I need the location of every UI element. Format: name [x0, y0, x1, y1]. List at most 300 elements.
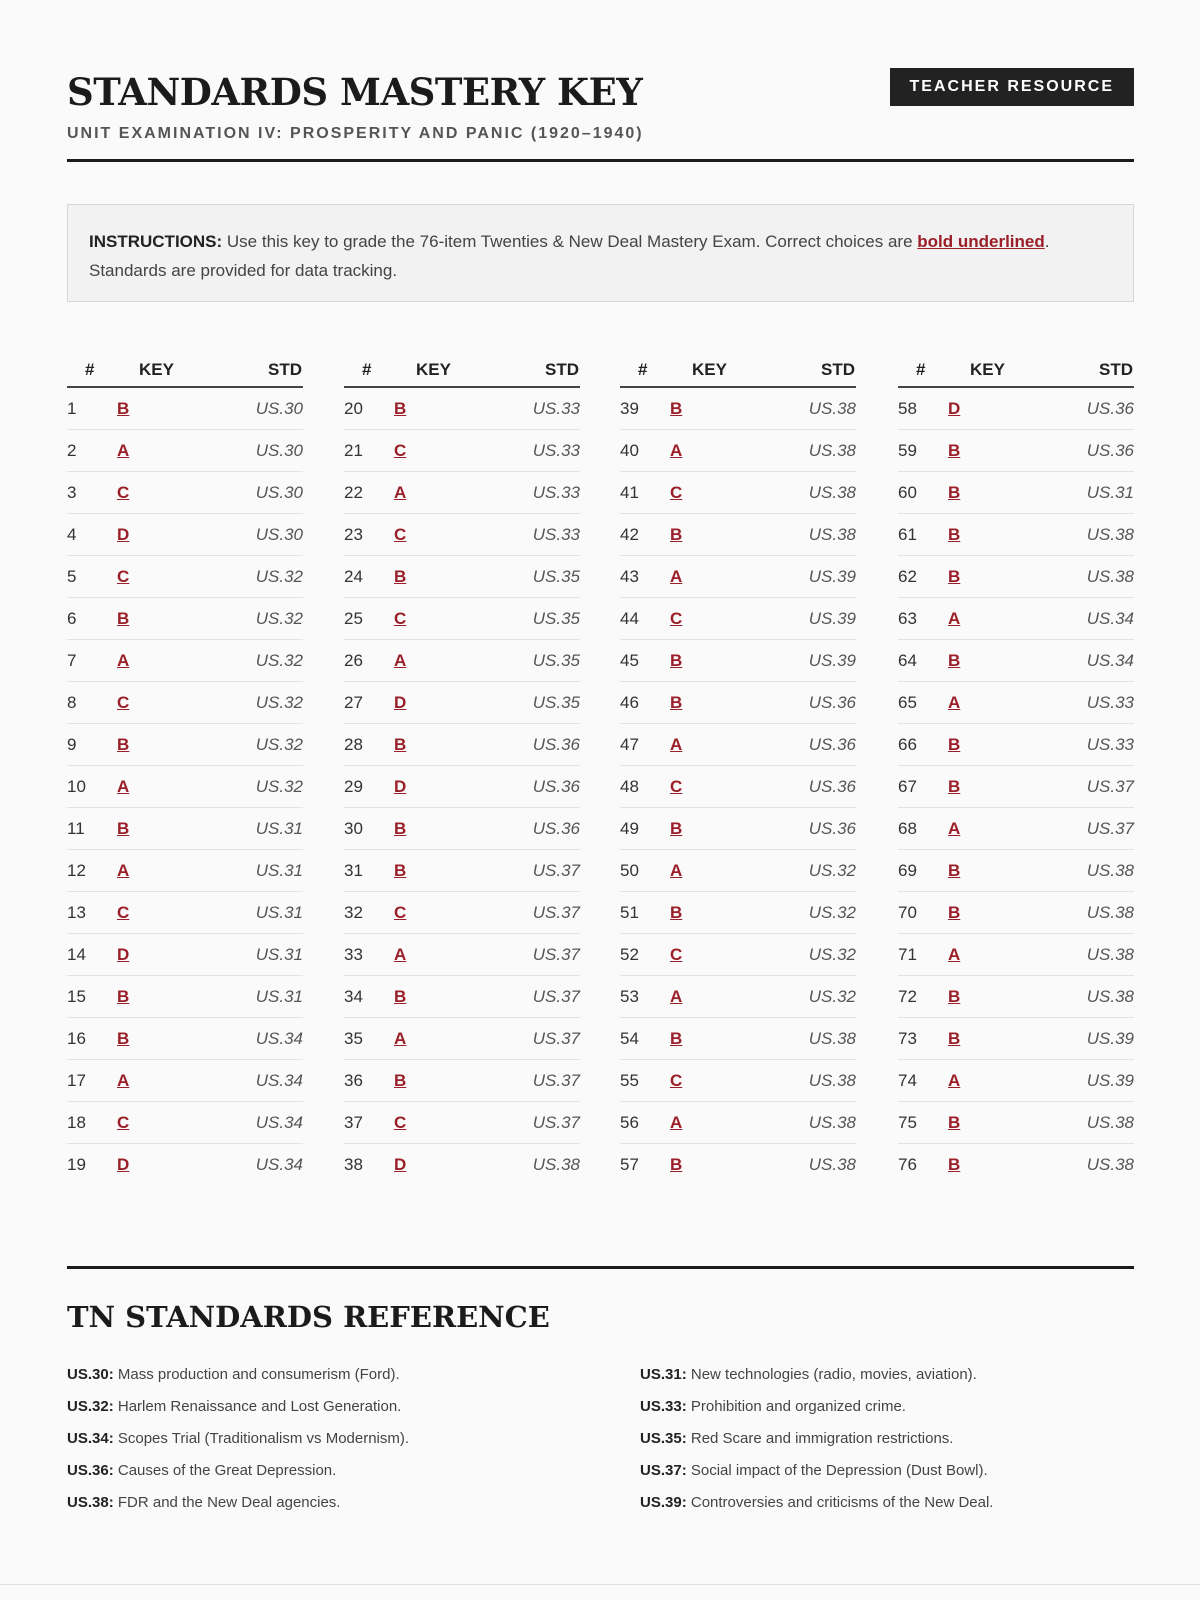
- standard-code: US.38: [1086, 945, 1134, 964]
- question-number: 23: [344, 525, 363, 544]
- key-row: [344, 514, 580, 556]
- key-row: [620, 598, 856, 640]
- answer-letter: C: [394, 609, 407, 628]
- answer-key-page: [67, 0, 1134, 1511]
- answer-letter: A: [394, 483, 407, 502]
- standard-reference-item: [67, 1494, 587, 1526]
- standard-code: US.38: [1086, 1113, 1134, 1132]
- question-number: 56: [620, 1113, 639, 1132]
- key-row: [898, 640, 1134, 682]
- answer-letter: C: [117, 483, 130, 502]
- standard-description: Social impact of the Depression (Dust Bowl).: [686, 1462, 988, 1479]
- standard-code: US.38: [532, 1155, 580, 1174]
- key-row: [67, 1102, 303, 1144]
- standard-code: US.38: [1086, 903, 1134, 922]
- standard-code: US.31: [255, 903, 303, 922]
- page-subtitle: UNIT EXAMINATION IV: PROSPERITY AND PANIC (1920–1940): [67, 125, 644, 142]
- question-number: 27: [344, 693, 363, 712]
- question-number: 46: [620, 693, 639, 712]
- key-row: [898, 472, 1134, 514]
- answer-letter: C: [670, 777, 683, 796]
- key-row: [344, 1018, 580, 1060]
- key-row: [620, 850, 856, 892]
- key-row: [344, 388, 580, 430]
- question-number: 53: [620, 987, 639, 1006]
- key-row: [344, 766, 580, 808]
- standard-reference-item: [67, 1366, 587, 1398]
- key-row: [620, 682, 856, 724]
- question-number: 45: [620, 651, 639, 670]
- answer-letter: B: [948, 1113, 961, 1132]
- key-column: [620, 354, 856, 1186]
- reference-divider: [67, 1266, 1134, 1269]
- question-number: 75: [898, 1113, 917, 1132]
- standard-description: Mass production and consumerism (Ford).: [113, 1366, 400, 1383]
- answer-letter: B: [117, 1029, 130, 1048]
- question-number: 36: [344, 1071, 363, 1090]
- standard-code: US.36: [808, 693, 856, 712]
- standard-reference-item: [640, 1398, 1160, 1430]
- question-number: 14: [67, 945, 86, 964]
- key-row: [898, 892, 1134, 934]
- answer-letter: B: [948, 483, 961, 502]
- standard-description: Red Scare and immigration restrictions.: [686, 1430, 954, 1447]
- standard-code: US.37: [1086, 777, 1134, 796]
- question-number: 67: [898, 777, 917, 796]
- question-number: 8: [67, 693, 77, 712]
- answer-letter: B: [948, 441, 961, 460]
- answer-letter: A: [394, 945, 407, 964]
- standard-reference-item: [640, 1366, 1160, 1398]
- answer-letter: B: [948, 1155, 961, 1174]
- key-row: [67, 682, 303, 724]
- key-row: [620, 766, 856, 808]
- standard-reference-item: [640, 1430, 1160, 1462]
- standard-code: US.39: [808, 609, 856, 628]
- question-number: 13: [67, 903, 86, 922]
- answer-letter: D: [394, 777, 407, 796]
- standard-code: US.39: [808, 651, 856, 670]
- key-column-header: [344, 354, 580, 388]
- answer-letter: B: [670, 399, 683, 418]
- answer-letter: A: [394, 651, 407, 670]
- standard-code: US.33:: [640, 1398, 687, 1415]
- answer-letter: A: [117, 441, 130, 460]
- standard-code: US.35:: [640, 1430, 687, 1447]
- answer-letter: C: [670, 609, 683, 628]
- key-row: [67, 808, 303, 850]
- standard-reference-item: [640, 1462, 1160, 1494]
- key-row: [67, 934, 303, 976]
- header: [67, 0, 1134, 166]
- key-row: [67, 514, 303, 556]
- question-number: 26: [344, 651, 363, 670]
- answer-letter: B: [394, 399, 407, 418]
- key-row: [67, 430, 303, 472]
- key-row: [898, 388, 1134, 430]
- question-number: 76: [898, 1155, 917, 1174]
- question-number: 71: [898, 945, 917, 964]
- key-row: [344, 1144, 580, 1186]
- answer-letter: A: [670, 861, 683, 880]
- question-number: 34: [344, 987, 363, 1006]
- answer-letter: B: [670, 1029, 683, 1048]
- standard-description: New technologies (radio, movies, aviation).: [686, 1366, 977, 1383]
- answer-letter: A: [117, 651, 130, 670]
- answer-key-table: [67, 354, 1134, 1184]
- answer-letter: B: [117, 609, 130, 628]
- standard-description: Harlem Renaissance and Lost Generation.: [113, 1398, 402, 1415]
- key-row: [344, 472, 580, 514]
- key-row: [898, 724, 1134, 766]
- question-number: 17: [67, 1071, 86, 1090]
- answer-letter: B: [670, 1155, 683, 1174]
- standard-description: Controversies and criticisms of the New Deal.: [686, 1494, 994, 1511]
- question-number: 24: [344, 567, 363, 586]
- key-row: [620, 1060, 856, 1102]
- standard-code: US.36: [808, 735, 856, 754]
- answer-letter: B: [117, 399, 130, 418]
- answer-letter: A: [670, 441, 683, 460]
- standard-description: Causes of the Great Depression.: [113, 1462, 337, 1479]
- standard-reference-item: [67, 1398, 587, 1430]
- key-row: [620, 934, 856, 976]
- standard-code: US.33: [1086, 735, 1134, 754]
- column-header-key: KEY: [416, 360, 451, 379]
- standard-code: US.37: [532, 945, 580, 964]
- key-row: [344, 640, 580, 682]
- question-number: 9: [67, 735, 77, 754]
- standard-code: US.31: [255, 987, 303, 1006]
- page-title: STANDARDS MASTERY KEY: [67, 70, 643, 114]
- standard-code: US.35: [532, 609, 580, 628]
- key-row: [67, 388, 303, 430]
- standard-reference-item: [640, 1494, 1160, 1526]
- question-number: 4: [67, 525, 77, 544]
- answer-letter: B: [948, 861, 961, 880]
- answer-letter: A: [948, 693, 961, 712]
- key-row: [620, 388, 856, 430]
- question-number: 62: [898, 567, 917, 586]
- question-number: 6: [67, 609, 77, 628]
- question-number: 73: [898, 1029, 917, 1048]
- key-row: [344, 850, 580, 892]
- question-number: 49: [620, 819, 639, 838]
- question-number: 61: [898, 525, 917, 544]
- key-row: [620, 556, 856, 598]
- question-number: 11: [67, 819, 85, 838]
- key-column: [898, 354, 1134, 1186]
- question-number: 47: [620, 735, 639, 754]
- answer-letter: B: [670, 693, 683, 712]
- standard-code: US.33: [532, 525, 580, 544]
- answer-letter: C: [394, 903, 407, 922]
- answer-letter: B: [394, 735, 407, 754]
- standard-code: US.34: [255, 1113, 303, 1132]
- answer-letter: B: [948, 735, 961, 754]
- standard-code: US.30: [255, 399, 303, 418]
- key-row: [67, 1144, 303, 1186]
- key-row: [898, 514, 1134, 556]
- key-row: [344, 598, 580, 640]
- key-row: [620, 640, 856, 682]
- standard-code: US.37: [1086, 819, 1134, 838]
- standard-code: US.32:: [67, 1398, 114, 1415]
- column-header-standard: STD: [1099, 360, 1133, 379]
- question-number: 1: [67, 399, 77, 418]
- answer-letter: C: [117, 567, 130, 586]
- question-number: 15: [67, 987, 86, 1006]
- question-number: 68: [898, 819, 917, 838]
- key-row: [898, 1018, 1134, 1060]
- question-number: 59: [898, 441, 917, 460]
- answer-letter: B: [394, 567, 407, 586]
- question-number: 35: [344, 1029, 363, 1048]
- standard-code: US.36: [808, 777, 856, 796]
- standard-code: US.38: [808, 1071, 856, 1090]
- key-row: [67, 976, 303, 1018]
- answer-letter: B: [948, 1029, 961, 1048]
- teacher-resource-badge: TEACHER RESOURCE: [890, 68, 1134, 106]
- key-row: [67, 556, 303, 598]
- key-format-example: bold underlined: [917, 232, 1045, 251]
- standard-code: US.36: [532, 819, 580, 838]
- header-divider: [67, 159, 1134, 162]
- question-number: 54: [620, 1029, 639, 1048]
- instructions-text: Use this key to grade the 76-item Twenties & New Deal Mastery Exam. Correct choices are: [222, 232, 918, 251]
- answer-letter: B: [670, 651, 683, 670]
- question-number: 52: [620, 945, 639, 964]
- reference-column-right: [640, 1366, 1160, 1526]
- standard-code: US.33: [532, 441, 580, 460]
- standard-code: US.32: [255, 609, 303, 628]
- standard-code: US.34: [1086, 651, 1134, 670]
- question-number: 70: [898, 903, 917, 922]
- question-number: 74: [898, 1071, 917, 1090]
- key-row: [898, 1060, 1134, 1102]
- question-number: 66: [898, 735, 917, 754]
- answer-letter: B: [670, 819, 683, 838]
- standard-code: US.34: [1086, 609, 1134, 628]
- answer-letter: A: [948, 945, 961, 964]
- question-number: 2: [67, 441, 77, 460]
- question-number: 40: [620, 441, 639, 460]
- standard-code: US.35: [532, 651, 580, 670]
- answer-letter: D: [394, 1155, 407, 1174]
- standard-code: US.38: [808, 1029, 856, 1048]
- question-number: 51: [620, 903, 639, 922]
- standard-description: Prohibition and organized crime.: [686, 1398, 906, 1415]
- key-row: [898, 598, 1134, 640]
- key-column-header: [898, 354, 1134, 388]
- question-number: 20: [344, 399, 363, 418]
- question-number: 50: [620, 861, 639, 880]
- answer-letter: A: [670, 987, 683, 1006]
- key-column-header: [620, 354, 856, 388]
- standard-code: US.34: [255, 1071, 303, 1090]
- answer-letter: B: [948, 567, 961, 586]
- standard-code: US.35: [532, 567, 580, 586]
- answer-letter: B: [948, 903, 961, 922]
- answer-letter: A: [948, 609, 961, 628]
- key-row: [67, 724, 303, 766]
- standard-code: US.37: [532, 1113, 580, 1132]
- question-number: 33: [344, 945, 363, 964]
- question-number: 12: [67, 861, 86, 880]
- standard-code: US.38:: [67, 1494, 114, 1511]
- question-number: 21: [344, 441, 363, 460]
- question-number: 58: [898, 399, 917, 418]
- key-row: [344, 892, 580, 934]
- question-number: 16: [67, 1029, 86, 1048]
- key-column: [344, 354, 580, 1186]
- standard-code: US.31:: [640, 1366, 687, 1383]
- answer-letter: B: [948, 525, 961, 544]
- key-row: [344, 556, 580, 598]
- question-number: 44: [620, 609, 639, 628]
- standard-code: US.30: [255, 441, 303, 460]
- key-row: [898, 766, 1134, 808]
- question-number: 39: [620, 399, 639, 418]
- answer-letter: A: [948, 819, 961, 838]
- standard-code: US.32: [808, 945, 856, 964]
- key-row: [344, 724, 580, 766]
- standard-code: US.32: [255, 693, 303, 712]
- standard-code: US.38: [808, 1155, 856, 1174]
- key-column-header: [67, 354, 303, 388]
- standard-code: US.30:: [67, 1366, 114, 1383]
- question-number: 28: [344, 735, 363, 754]
- column-header-standard: STD: [545, 360, 579, 379]
- column-header-number: #: [362, 360, 372, 379]
- key-row: [67, 598, 303, 640]
- standard-code: US.36: [1086, 441, 1134, 460]
- instructions-text-end: . Standards are provided for data tracking.: [89, 232, 1050, 280]
- standard-code: US.38: [808, 1113, 856, 1132]
- question-number: 42: [620, 525, 639, 544]
- standard-code: US.32: [255, 567, 303, 586]
- standard-code: US.38: [808, 525, 856, 544]
- answer-letter: A: [117, 1071, 130, 1090]
- standard-code: US.39: [1086, 1029, 1134, 1048]
- key-row: [344, 808, 580, 850]
- question-number: 31: [344, 861, 363, 880]
- standard-code: US.36: [532, 735, 580, 754]
- question-number: 69: [898, 861, 917, 880]
- answer-letter: C: [117, 903, 130, 922]
- answer-letter: A: [117, 777, 130, 796]
- question-number: 30: [344, 819, 363, 838]
- standard-code: US.38: [808, 483, 856, 502]
- key-row: [67, 766, 303, 808]
- column-header-key: KEY: [692, 360, 727, 379]
- key-row: [344, 1102, 580, 1144]
- standard-description: Scopes Trial (Traditionalism vs Modernism).: [113, 1430, 410, 1447]
- standard-code: US.32: [255, 651, 303, 670]
- question-number: 25: [344, 609, 363, 628]
- answer-letter: B: [394, 987, 407, 1006]
- key-row: [344, 976, 580, 1018]
- standard-code: US.33: [532, 399, 580, 418]
- answer-letter: C: [394, 525, 407, 544]
- standard-code: US.37: [532, 903, 580, 922]
- answer-letter: C: [394, 441, 407, 460]
- key-column: [67, 354, 303, 1186]
- column-header-number: #: [638, 360, 648, 379]
- standard-code: US.38: [808, 441, 856, 460]
- key-row: [620, 976, 856, 1018]
- answer-letter: B: [670, 525, 683, 544]
- standard-code: US.37: [532, 987, 580, 1006]
- standard-code: US.34: [255, 1029, 303, 1048]
- question-number: 57: [620, 1155, 639, 1174]
- standard-code: US.34:: [67, 1430, 114, 1447]
- question-number: 72: [898, 987, 917, 1006]
- reference-column-left: [67, 1366, 587, 1526]
- standard-description: FDR and the New Deal agencies.: [113, 1494, 341, 1511]
- answer-letter: D: [117, 1155, 130, 1174]
- answer-letter: C: [117, 1113, 130, 1132]
- standard-code: US.37: [532, 1029, 580, 1048]
- standard-code: US.37: [532, 861, 580, 880]
- answer-letter: A: [394, 1029, 407, 1048]
- answer-letter: A: [117, 861, 130, 880]
- key-row: [620, 724, 856, 766]
- key-row: [67, 850, 303, 892]
- standard-code: US.36: [1086, 399, 1134, 418]
- answer-letter: B: [394, 861, 407, 880]
- standard-code: US.36: [808, 819, 856, 838]
- standard-code: US.32: [808, 903, 856, 922]
- key-row: [898, 976, 1134, 1018]
- standard-code: US.34: [255, 1155, 303, 1174]
- standard-code: US.39: [808, 567, 856, 586]
- key-row: [344, 934, 580, 976]
- key-row: [620, 892, 856, 934]
- standard-code: US.30: [255, 483, 303, 502]
- standard-code: US.37: [532, 1071, 580, 1090]
- standard-code: US.32: [255, 777, 303, 796]
- key-row: [620, 808, 856, 850]
- answer-letter: C: [117, 693, 130, 712]
- question-number: 18: [67, 1113, 86, 1132]
- answer-letter: B: [117, 735, 130, 754]
- key-row: [898, 556, 1134, 598]
- answer-letter: C: [670, 483, 683, 502]
- key-row: [620, 1102, 856, 1144]
- question-number: 43: [620, 567, 639, 586]
- key-row: [898, 1144, 1134, 1186]
- standard-code: US.36: [532, 777, 580, 796]
- answer-letter: C: [670, 1071, 683, 1090]
- question-number: 10: [67, 777, 86, 796]
- key-row: [67, 892, 303, 934]
- answer-letter: B: [117, 987, 130, 1006]
- key-row: [67, 640, 303, 682]
- standard-code: US.33: [1086, 693, 1134, 712]
- question-number: 38: [344, 1155, 363, 1174]
- key-row: [344, 682, 580, 724]
- answer-letter: A: [670, 735, 683, 754]
- key-row: [620, 430, 856, 472]
- key-row: [344, 430, 580, 472]
- question-number: 41: [620, 483, 639, 502]
- standard-code: US.36:: [67, 1462, 114, 1479]
- key-row: [898, 850, 1134, 892]
- question-number: 60: [898, 483, 917, 502]
- standard-code: US.31: [255, 819, 303, 838]
- question-number: 5: [67, 567, 77, 586]
